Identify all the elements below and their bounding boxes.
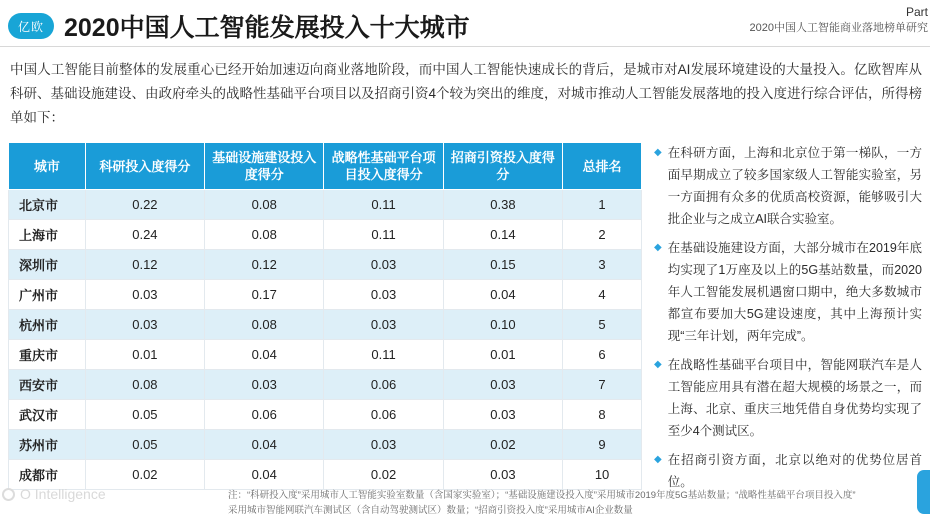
cell-infrastructure: 0.17	[205, 280, 324, 310]
cell-platform: 0.03	[324, 310, 443, 340]
column-header-rank: 总排名	[563, 143, 642, 190]
column-header-platform: 战略性基础平台项目投入度得分	[324, 143, 443, 190]
note-text: 在基础设施建设方面，大部分城市在2019年底均实现了1万座及以上的5G基站数量，而2020年人工智能发展机遇窗口期中，绝大多数城市都宣布要加大5G建设速度，其中上海预计实现“三年计划，两年完成”。	[667, 241, 922, 343]
table-body	[9, 190, 642, 490]
cell-infrastructure: 0.03	[205, 370, 324, 400]
cell-investment: 0.38	[443, 190, 562, 220]
note-text: 在战略性基础平台项目中，智能网联汽车是人工智能应用具有潜在超大规模的场景之一，而上海、北京、重庆三地凭借自身优势均实现了至少4个测试区。	[667, 358, 922, 438]
table-row	[9, 220, 642, 250]
cell-city: 北京市	[9, 190, 86, 220]
cell-rank: 4	[563, 280, 642, 310]
header-meta	[750, 4, 930, 36]
footnote	[228, 488, 928, 518]
column-header-city: 城市	[9, 143, 86, 190]
cell-research: 0.22	[85, 190, 204, 220]
circle-logo-icon	[2, 488, 15, 501]
cell-rank: 9	[563, 430, 642, 460]
page-title: 2020中国人工智能发展投入十大城市	[64, 14, 470, 42]
cell-platform: 0.06	[324, 370, 443, 400]
logo-badge	[8, 13, 54, 39]
table-header-row	[9, 143, 642, 190]
cell-platform: 0.11	[324, 220, 443, 250]
cell-research: 0.05	[85, 430, 204, 460]
cell-infrastructure: 0.08	[205, 190, 324, 220]
watermark	[2, 486, 106, 502]
cell-city: 成都市	[9, 460, 86, 490]
cell-investment: 0.15	[443, 250, 562, 280]
cell-city: 深圳市	[9, 250, 86, 280]
cell-research: 0.24	[85, 220, 204, 250]
cell-platform: 0.11	[324, 190, 443, 220]
cell-city: 苏州市	[9, 430, 86, 460]
cell-platform: 0.03	[324, 250, 443, 280]
table-row	[9, 340, 642, 370]
table-row	[9, 400, 642, 430]
analysis-notes	[654, 142, 922, 500]
cell-investment: 0.01	[443, 340, 562, 370]
cell-rank: 6	[563, 340, 642, 370]
cell-infrastructure: 0.08	[205, 310, 324, 340]
cell-research: 0.03	[85, 280, 204, 310]
part-label: Part	[905, 5, 928, 19]
cell-infrastructure: 0.08	[205, 220, 324, 250]
cell-rank: 1	[563, 190, 642, 220]
cell-research: 0.12	[85, 250, 204, 280]
cell-research: 0.01	[85, 340, 204, 370]
diamond-bullet-icon: ◆	[654, 359, 662, 370]
column-header-investment: 招商引资投入度得分	[443, 143, 562, 190]
cell-investment: 0.04	[443, 280, 562, 310]
cell-infrastructure: 0.06	[205, 400, 324, 430]
cell-platform: 0.11	[324, 340, 443, 370]
table-row	[9, 310, 642, 340]
table-row	[9, 250, 642, 280]
column-header-research: 科研投入度得分	[85, 143, 204, 190]
cell-rank: 5	[563, 310, 642, 340]
cell-city: 广州市	[9, 280, 86, 310]
column-header-infrastructure: 基础设施建设投入度得分	[205, 143, 324, 190]
cell-investment: 0.02	[443, 430, 562, 460]
cell-platform: 0.03	[324, 280, 443, 310]
footnote-line-1: 注：“科研投入度”采用城市人工智能实验室数量（含国家实验室）；“基础设施建设投入度”采用城市2019年度5G基站数量；“战略性基础平台项目投入度”	[228, 490, 856, 501]
cell-rank: 10	[563, 460, 642, 490]
table-row	[9, 370, 642, 400]
cell-city: 杭州市	[9, 310, 86, 340]
cell-rank: 8	[563, 400, 642, 430]
cell-platform: 0.03	[324, 430, 443, 460]
logo-text: 亿欧	[17, 19, 44, 34]
cell-investment: 0.03	[443, 400, 562, 430]
cell-city: 上海市	[9, 220, 86, 250]
intro-paragraph: 中国人工智能目前整体的发展重心已经开始加速迈向商业落地阶段，而中国人工智能快速成长的背后，是城市对AI发展环境建设的大量投入。亿欧智库从科研、基础设施建设、由政府牵头的战略性基础平台项目以及招商引资4个较为突出的维度，对城市推动人工智能发展落地的投入度进行综合评估，所得榜单如下：	[10, 62, 923, 125]
cell-city: 武汉市	[9, 400, 86, 430]
cell-research: 0.08	[85, 370, 204, 400]
list-item	[654, 237, 922, 347]
cell-city: 西安市	[9, 370, 86, 400]
list-item	[654, 142, 922, 230]
header-divider	[0, 46, 930, 47]
cell-infrastructure: 0.04	[205, 430, 324, 460]
cell-research: 0.03	[85, 310, 204, 340]
accent-bar	[917, 470, 930, 514]
cell-rank: 7	[563, 370, 642, 400]
watermark-text: O Intelligence	[20, 486, 106, 502]
diamond-bullet-icon: ◆	[654, 242, 662, 253]
header-subtitle: 2020中国人工智能商业落地榜单研究	[749, 22, 928, 34]
diamond-bullet-icon: ◆	[654, 454, 662, 465]
cell-research: 0.05	[85, 400, 204, 430]
note-text: 在科研方面，上海和北京位于第一梯队，一方面早期成立了较多国家级人工智能实验室，另一方面拥有众多的优质高校资源，能够吸引大批企业与之成立AI联合实验室。	[667, 146, 922, 226]
cell-city: 重庆市	[9, 340, 86, 370]
table-row	[9, 460, 642, 490]
cell-investment: 0.10	[443, 310, 562, 340]
cell-research: 0.02	[85, 460, 204, 490]
cell-infrastructure: 0.04	[205, 340, 324, 370]
note-text: 在招商引资方面，北京以绝对的优势位居首位。	[667, 453, 922, 489]
ranking-table-container	[8, 142, 642, 490]
footnote-line-2: 采用城市智能网联汽车测试区（含自动驾驶测试区）数量；“招商引资投入度”采用城市AI企业数量	[228, 505, 633, 516]
table-row	[9, 190, 642, 220]
cell-infrastructure: 0.04	[205, 460, 324, 490]
cell-rank: 3	[563, 250, 642, 280]
cell-investment: 0.14	[443, 220, 562, 250]
ranking-table	[8, 142, 642, 490]
slide-header	[0, 0, 930, 52]
cell-investment: 0.03	[443, 460, 562, 490]
cell-rank: 2	[563, 220, 642, 250]
list-item	[654, 449, 922, 493]
cell-platform: 0.02	[324, 460, 443, 490]
table-row	[9, 430, 642, 460]
list-item	[654, 354, 922, 442]
table-row	[9, 280, 642, 310]
diamond-bullet-icon: ◆	[654, 147, 662, 158]
cell-platform: 0.06	[324, 400, 443, 430]
cell-infrastructure: 0.12	[205, 250, 324, 280]
cell-investment: 0.03	[443, 370, 562, 400]
